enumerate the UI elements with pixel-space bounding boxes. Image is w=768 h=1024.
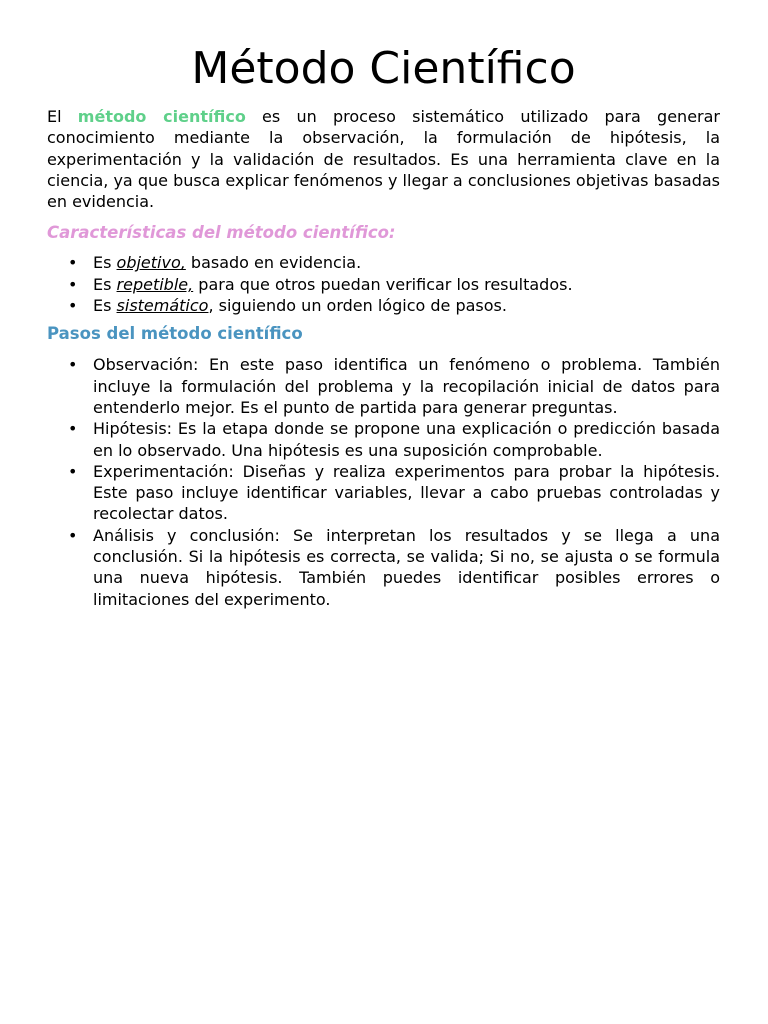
list-item <box>47 295 720 316</box>
step-text: Observación: En este paso identifica un fenómeno o problema. También incluye la formulación del problema y la recopilación inicial de datos para entenderlo mejor. Es el punto de partida para generar preguntas. <box>93 355 720 417</box>
item-suffix: , siguiendo un orden lógico de pasos. <box>208 296 507 316</box>
bullet-icon: • <box>68 525 78 545</box>
item-suffix: basado en evidencia. <box>185 253 362 273</box>
steps-list <box>47 354 720 610</box>
bullet-icon: • <box>68 253 78 273</box>
bullet-icon: • <box>68 419 78 439</box>
bullet-icon: • <box>68 461 78 481</box>
intro-prefix: El <box>47 107 78 126</box>
item-prefix: Es <box>93 274 117 294</box>
item-prefix: Es <box>93 296 117 316</box>
step-text: Hipótesis: Es la etapa donde se propone una explicación o predicción basada en lo observado. Una hipótesis es una suposición comprobable. <box>93 419 720 460</box>
bullet-icon: • <box>68 296 78 316</box>
item-emphasis: sistemático <box>116 296 209 316</box>
characteristics-list <box>47 252 720 316</box>
item-prefix: Es <box>93 253 117 273</box>
step-text: Experimentación: Diseñas y realiza experimentos para probar la hipótesis. Este paso incluye identificar variables, llevar a cabo pruebas controladas y recolectar datos. <box>93 461 720 524</box>
list-item <box>47 274 720 295</box>
list-item <box>47 354 720 418</box>
item-suffix: para que otros puedan verificar los resultados. <box>193 274 573 294</box>
characteristics-heading: Características del método científico: <box>47 223 396 243</box>
page-title: Método Científico <box>191 43 576 94</box>
list-item <box>47 252 720 273</box>
list-item <box>47 418 720 461</box>
intro-suffix: es un proceso sistemático utilizado para generar conocimiento mediante la observación, la formulación de hipótesis, la experimentación y la validación de resultados. Es una herramienta clave en la ciencia, ya que busca explicar fenómenos y llegar a conclusiones objetivas basadas en evidencia. <box>47 107 720 212</box>
intro-keyword: método científico <box>77 107 246 126</box>
list-item <box>47 461 720 525</box>
item-emphasis: repetible, <box>116 274 194 294</box>
list-item <box>47 525 720 610</box>
item-emphasis: objetivo, <box>116 253 186 273</box>
intro-paragraph <box>47 106 720 212</box>
step-text: Análisis y conclusión: Se interpretan los resultados y se llega a una conclusión. Si la hipótesis es correcta, se valida; Si no, se ajusta o se formula una nueva hipótesis. También puedes identificar posibles errores o limitaciones del experimento. <box>93 525 720 609</box>
bullet-icon: • <box>68 274 78 294</box>
bullet-icon: • <box>68 355 78 375</box>
steps-heading: Pasos del método científico <box>47 324 303 344</box>
